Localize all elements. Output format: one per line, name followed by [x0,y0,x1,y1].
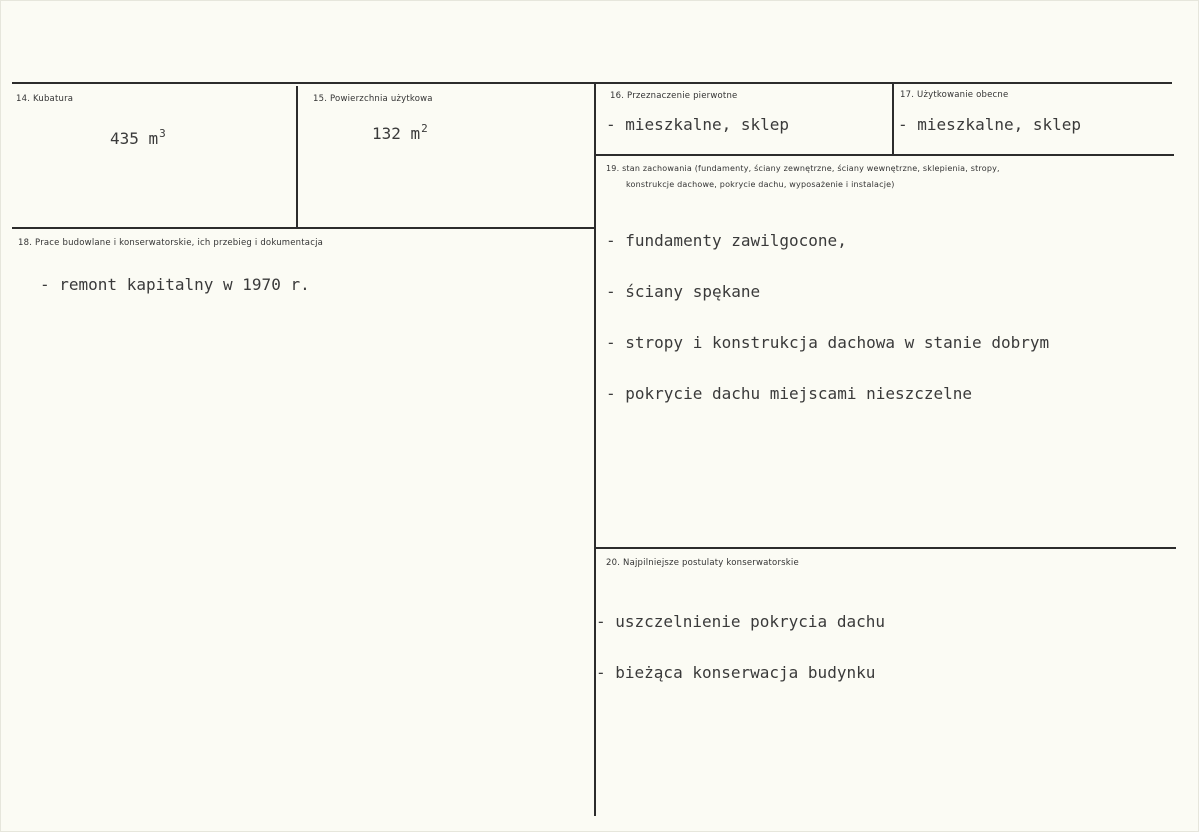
field-19-items [606,198,1049,436]
field-14-number: 435 m [110,129,159,148]
field-17-value: - mieszkalne, sklep [898,115,1082,134]
field-15-label: 15. Powierzchnia użytkowa [313,94,433,104]
field-20-items [596,579,885,715]
field-18-label: 18. Prace budowlane i konserwatorskie, ich przebieg i dokumentacja [18,238,324,248]
field-20-label: 20. Najpilniejsze postulaty konserwatorskie [606,558,799,568]
list-item: - pokrycie dachu miejscami nieszczelne [606,384,973,403]
field-19-label-line1: 19. stan zachowania (fundamenty, ściany zewnętrzne, ściany wewnętrzne, sklepienia, stropy, [606,164,1000,173]
field-18-value: - remont kapitalny w 1970 r. [40,275,310,294]
list-item: - uszczelnienie pokrycia dachu [596,612,885,631]
field-15-number: 132 m [372,124,421,143]
rule-under-16-17 [596,154,1174,156]
top-rule [12,82,1172,84]
field-16-value: - mieszkalne, sklep [606,115,790,134]
list-item: - fundamenty zawilgocone, [606,231,847,250]
field-16-label: 16. Przeznaczenie pierwotne [610,91,738,101]
field-14-label: 14. Kubatura [16,94,74,104]
rule-under-14-15 [12,227,594,229]
divider-16-17 [892,84,894,154]
field-14-value [110,127,166,149]
field-15-value [372,122,428,144]
field-17-label: 17. Użytkowanie obecne [900,90,1009,100]
field-15-exponent: 2 [421,122,428,135]
divider-14-15 [296,86,298,228]
list-item: - ściany spękane [606,282,761,301]
field-14-exponent: 3 [159,127,166,140]
list-item: - bieżąca konserwacja budynku [596,663,876,682]
rule-above-20 [596,547,1176,549]
list-item: - stropy i konstrukcja dachowa w stanie dobrym [606,333,1050,352]
field-19-label-line2: konstrukcje dachowe, pokrycie dachu, wyposażenie i instalacje) [626,180,895,189]
